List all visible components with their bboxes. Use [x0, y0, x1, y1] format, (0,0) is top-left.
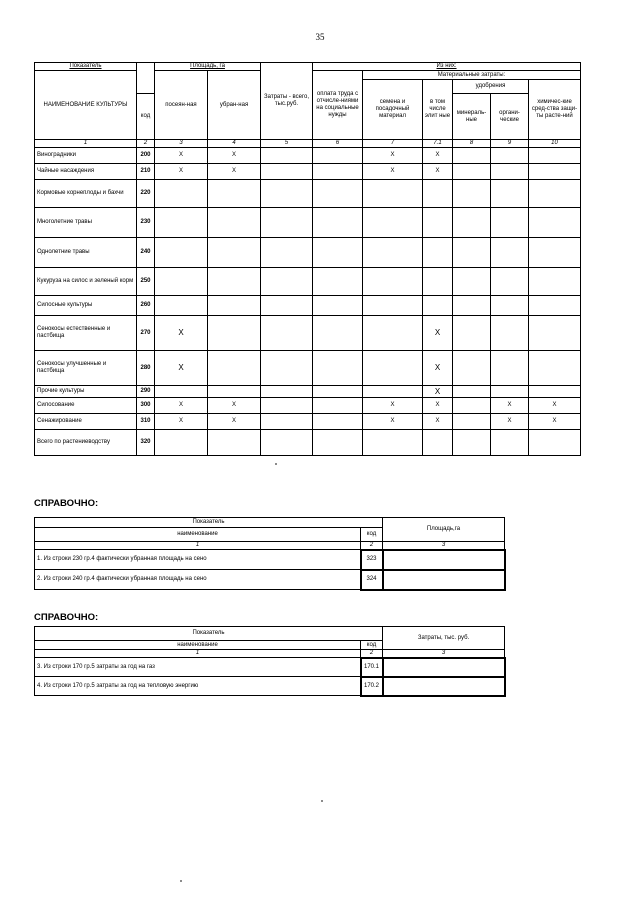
data-cell: X: [491, 414, 529, 430]
data-cell[interactable]: [453, 268, 491, 296]
header-elite: в том числе элит ные: [423, 80, 453, 140]
ref1-row-value-field[interactable]: [383, 550, 505, 570]
row-code: 220: [137, 180, 155, 208]
col-number: 8: [453, 140, 491, 148]
data-cell[interactable]: [423, 268, 453, 296]
header-labor-pay: оплата труда с отчисле-ниями на социальные нужды: [313, 71, 363, 140]
table-row: [35, 180, 581, 208]
data-cell: X: [423, 164, 453, 180]
data-cell[interactable]: [363, 268, 423, 296]
header-seeds: семена и посадочный материал: [363, 80, 423, 140]
header-fertilizers: удобрения: [453, 80, 529, 94]
crop-name: Кукуруза на силос и зеленый корм: [35, 268, 137, 296]
header-chemical: химичес-кие сред-ства защи-ты расте-ний: [529, 80, 581, 140]
data-cell[interactable]: [529, 268, 581, 296]
col-number: 7: [363, 140, 423, 148]
data-cell: X: [208, 148, 261, 164]
data-cell[interactable]: [453, 316, 491, 351]
crop-name: Силосные культуры: [35, 296, 137, 316]
data-cell: X: [155, 414, 208, 430]
page-number: 35: [315, 32, 325, 42]
data-cell[interactable]: [261, 208, 313, 238]
data-cell[interactable]: [363, 316, 423, 351]
data-cell[interactable]: [313, 164, 363, 180]
header-organic: органи-ческие: [491, 94, 529, 140]
data-cell[interactable]: [453, 398, 491, 414]
crop-name: Виноградники: [35, 148, 137, 164]
data-cell[interactable]: [491, 164, 529, 180]
data-cell: X: [363, 398, 423, 414]
ref2-row-code: 170.1: [361, 658, 383, 677]
data-cell[interactable]: [529, 208, 581, 238]
col-number: 3: [383, 542, 505, 550]
ref2-name-header: наименование: [35, 641, 361, 650]
reference-title-2: СПРАВОЧНО:: [34, 612, 99, 623]
data-cell[interactable]: [155, 296, 208, 316]
row-code: 230: [137, 208, 155, 238]
ref1-row-code: 323: [361, 550, 383, 570]
data-cell: X: [363, 148, 423, 164]
col-number: 2: [361, 542, 383, 550]
col-number: 10: [529, 140, 581, 148]
data-cell: X: [423, 398, 453, 414]
data-cell[interactable]: [208, 351, 261, 386]
header-material-costs: Материальные затраты:: [363, 71, 581, 80]
header-code-spacer: [137, 63, 155, 94]
table-row: [35, 296, 581, 316]
scan-speck: [321, 800, 323, 802]
data-cell[interactable]: [208, 208, 261, 238]
data-cell[interactable]: [529, 238, 581, 268]
data-cell[interactable]: [423, 180, 453, 208]
data-cell[interactable]: [208, 180, 261, 208]
col-number: 3: [155, 140, 208, 148]
data-cell: X: [155, 398, 208, 414]
data-cell[interactable]: [261, 316, 313, 351]
data-cell[interactable]: [491, 208, 529, 238]
ref2-value-header: Затраты, тыс. руб.: [383, 627, 505, 650]
data-cell[interactable]: [453, 164, 491, 180]
row-code: 260: [137, 296, 155, 316]
crop-name: Прочие культуры: [35, 386, 137, 398]
data-cell: X: [423, 351, 453, 386]
data-cell[interactable]: [453, 148, 491, 164]
reference-table-2: [34, 626, 506, 697]
data-cell: X: [423, 148, 453, 164]
col-number: 1: [35, 542, 361, 550]
ref2-code-header: код: [361, 641, 383, 650]
data-cell[interactable]: [261, 351, 313, 386]
crop-name: Сенажирование: [35, 414, 137, 430]
data-cell[interactable]: [155, 238, 208, 268]
crop-name: Однолетние травы: [35, 238, 137, 268]
data-cell[interactable]: [453, 430, 491, 456]
data-cell[interactable]: [313, 316, 363, 351]
data-cell: X: [423, 414, 453, 430]
table-row: [35, 414, 581, 430]
data-cell[interactable]: [529, 430, 581, 456]
data-cell[interactable]: [453, 386, 491, 398]
data-cell[interactable]: [261, 398, 313, 414]
data-cell[interactable]: [313, 208, 363, 238]
data-cell[interactable]: [155, 208, 208, 238]
data-cell[interactable]: [491, 238, 529, 268]
data-cell: X: [208, 414, 261, 430]
ref2-row-value-field[interactable]: [383, 677, 505, 696]
ref2-row-name: 3. Из строки 170 гр.5 затраты за год на газ: [35, 658, 361, 677]
data-cell[interactable]: [208, 238, 261, 268]
table-row: [35, 164, 581, 180]
data-cell[interactable]: [261, 296, 313, 316]
data-cell: X: [423, 316, 453, 351]
data-cell[interactable]: [313, 398, 363, 414]
data-cell[interactable]: [423, 430, 453, 456]
col-number: 2: [361, 650, 383, 658]
data-cell[interactable]: [313, 296, 363, 316]
row-code: 250: [137, 268, 155, 296]
data-cell[interactable]: [261, 386, 313, 398]
row-code: 280: [137, 351, 155, 386]
scan-speck: [275, 463, 277, 465]
data-cell[interactable]: [363, 238, 423, 268]
data-cell[interactable]: [313, 238, 363, 268]
data-cell[interactable]: [453, 238, 491, 268]
data-cell[interactable]: [261, 414, 313, 430]
table-row: [35, 148, 581, 164]
data-cell: X: [363, 414, 423, 430]
data-cell: X: [155, 164, 208, 180]
crop-name: Чайные насаждения: [35, 164, 137, 180]
data-cell[interactable]: [529, 351, 581, 386]
data-cell[interactable]: [313, 268, 363, 296]
crop-name: Сенокосы улучшенные и пастбища: [35, 351, 137, 386]
data-cell[interactable]: [423, 238, 453, 268]
data-cell: X: [529, 398, 581, 414]
data-cell[interactable]: [491, 430, 529, 456]
col-number: 7.1: [423, 140, 453, 148]
data-cell[interactable]: [313, 386, 363, 398]
crop-name: Сенокосы естественные и пастбища: [35, 316, 137, 351]
data-cell[interactable]: [261, 164, 313, 180]
ref1-row-value-field[interactable]: [383, 570, 505, 590]
ref1-row-code: 324: [361, 570, 383, 590]
header-harvested: убран-ная: [208, 71, 261, 140]
col-number: 2: [137, 140, 155, 148]
data-cell: X: [155, 351, 208, 386]
ref1-row-name: 2. Из строки 240 гр.4 фактически убранная площадь на сено: [35, 570, 361, 590]
scan-speck: [180, 880, 182, 882]
ref1-name-header: наименование: [35, 528, 361, 542]
data-cell[interactable]: [363, 208, 423, 238]
col-number: 1: [35, 140, 137, 148]
data-cell[interactable]: [155, 386, 208, 398]
data-cell[interactable]: [313, 414, 363, 430]
ref2-row-value-field[interactable]: [383, 658, 505, 677]
data-cell[interactable]: [491, 180, 529, 208]
data-cell[interactable]: [261, 430, 313, 456]
ref1-indicator: Показатель: [35, 518, 383, 528]
row-code: 240: [137, 238, 155, 268]
data-cell[interactable]: [363, 386, 423, 398]
data-cell[interactable]: [491, 268, 529, 296]
data-cell[interactable]: [313, 430, 363, 456]
data-cell[interactable]: [529, 164, 581, 180]
data-cell: X: [155, 148, 208, 164]
data-cell[interactable]: [529, 386, 581, 398]
data-cell: X: [208, 398, 261, 414]
data-cell[interactable]: [208, 430, 261, 456]
data-cell[interactable]: [155, 268, 208, 296]
data-cell[interactable]: [453, 208, 491, 238]
data-cell[interactable]: [423, 296, 453, 316]
header-mineral: минераль-ные: [453, 94, 491, 140]
row-code: 300: [137, 398, 155, 414]
table-row: [35, 238, 581, 268]
crop-name: Многолетние травы: [35, 208, 137, 238]
data-cell[interactable]: [491, 386, 529, 398]
data-cell[interactable]: [453, 351, 491, 386]
row-code: 320: [137, 430, 155, 456]
crop-name: Силосование: [35, 398, 137, 414]
table-row: [35, 268, 581, 296]
row-code: 290: [137, 386, 155, 398]
crop-name: Всего по растениеводству: [35, 430, 137, 456]
data-cell[interactable]: [529, 316, 581, 351]
data-cell[interactable]: [313, 180, 363, 208]
ref1-code-header: код: [361, 528, 383, 542]
data-cell: X: [529, 414, 581, 430]
ref2-indicator: Показатель: [35, 627, 383, 641]
data-cell[interactable]: [208, 386, 261, 398]
ref1-row-name: 1. Из строки 230 гр.4 фактически убранная площадь на сено: [35, 550, 361, 570]
row-code: 310: [137, 414, 155, 430]
row-code: 210: [137, 164, 155, 180]
data-cell[interactable]: [208, 296, 261, 316]
data-cell[interactable]: [363, 430, 423, 456]
ref2-row-code: 170.2: [361, 677, 383, 696]
data-cell[interactable]: [491, 148, 529, 164]
table-row: [35, 386, 581, 398]
reference-title-1: СПРАВОЧНО:: [34, 498, 99, 509]
data-cell[interactable]: [313, 351, 363, 386]
header-crop-name: НАИМЕНОВАНИЕ КУЛЬТУРЫ: [35, 71, 137, 140]
ref1-value-header: Площадь,га: [383, 518, 505, 542]
table-row: [35, 208, 581, 238]
data-cell: X: [363, 164, 423, 180]
data-cell[interactable]: [453, 180, 491, 208]
header-area-group: Площадь, га: [155, 63, 261, 71]
reference-table-1: [34, 517, 506, 591]
data-cell[interactable]: [529, 296, 581, 316]
data-cell[interactable]: [491, 351, 529, 386]
data-cell[interactable]: [208, 268, 261, 296]
col-number: 5: [261, 140, 313, 148]
crop-costs-table: [34, 62, 581, 456]
ref2-row-name: 4. Из строки 170 гр.5 затраты за год на тепловую энергию: [35, 677, 361, 696]
data-cell: X: [423, 386, 453, 398]
data-cell: X: [491, 398, 529, 414]
table-row: [35, 351, 581, 386]
column-number-row: [35, 140, 581, 148]
data-cell[interactable]: [363, 351, 423, 386]
header-costs-total: Затраты - всего, тыс.руб.: [261, 63, 313, 140]
col-number: 9: [491, 140, 529, 148]
data-cell[interactable]: [261, 180, 313, 208]
data-cell[interactable]: [529, 148, 581, 164]
data-cell[interactable]: [313, 148, 363, 164]
table-row: [35, 398, 581, 414]
data-cell[interactable]: [363, 180, 423, 208]
data-cell[interactable]: [453, 414, 491, 430]
data-cell[interactable]: [261, 148, 313, 164]
header-sown: посеян-ная: [155, 71, 208, 140]
data-cell[interactable]: [453, 296, 491, 316]
data-cell: X: [155, 316, 208, 351]
col-number: 6: [313, 140, 363, 148]
data-cell[interactable]: [261, 238, 313, 268]
data-cell[interactable]: [261, 268, 313, 296]
col-number: 3: [383, 650, 505, 658]
data-cell[interactable]: [423, 208, 453, 238]
data-cell[interactable]: [155, 430, 208, 456]
data-cell[interactable]: [529, 180, 581, 208]
table-row: [35, 316, 581, 351]
data-cell[interactable]: [155, 180, 208, 208]
crop-name: Кормовые корнеплоды и бахчи: [35, 180, 137, 208]
data-cell[interactable]: [491, 316, 529, 351]
header-of-which: Из них:: [313, 63, 581, 71]
data-cell[interactable]: [491, 296, 529, 316]
header-code: код: [137, 94, 155, 140]
data-cell[interactable]: [363, 296, 423, 316]
col-number: 4: [208, 140, 261, 148]
row-code: 200: [137, 148, 155, 164]
data-cell[interactable]: [208, 316, 261, 351]
table-row: [35, 430, 581, 456]
col-number: 1: [35, 650, 361, 658]
data-cell: X: [208, 164, 261, 180]
header-indicator: Показатель: [35, 63, 137, 71]
row-code: 270: [137, 316, 155, 351]
